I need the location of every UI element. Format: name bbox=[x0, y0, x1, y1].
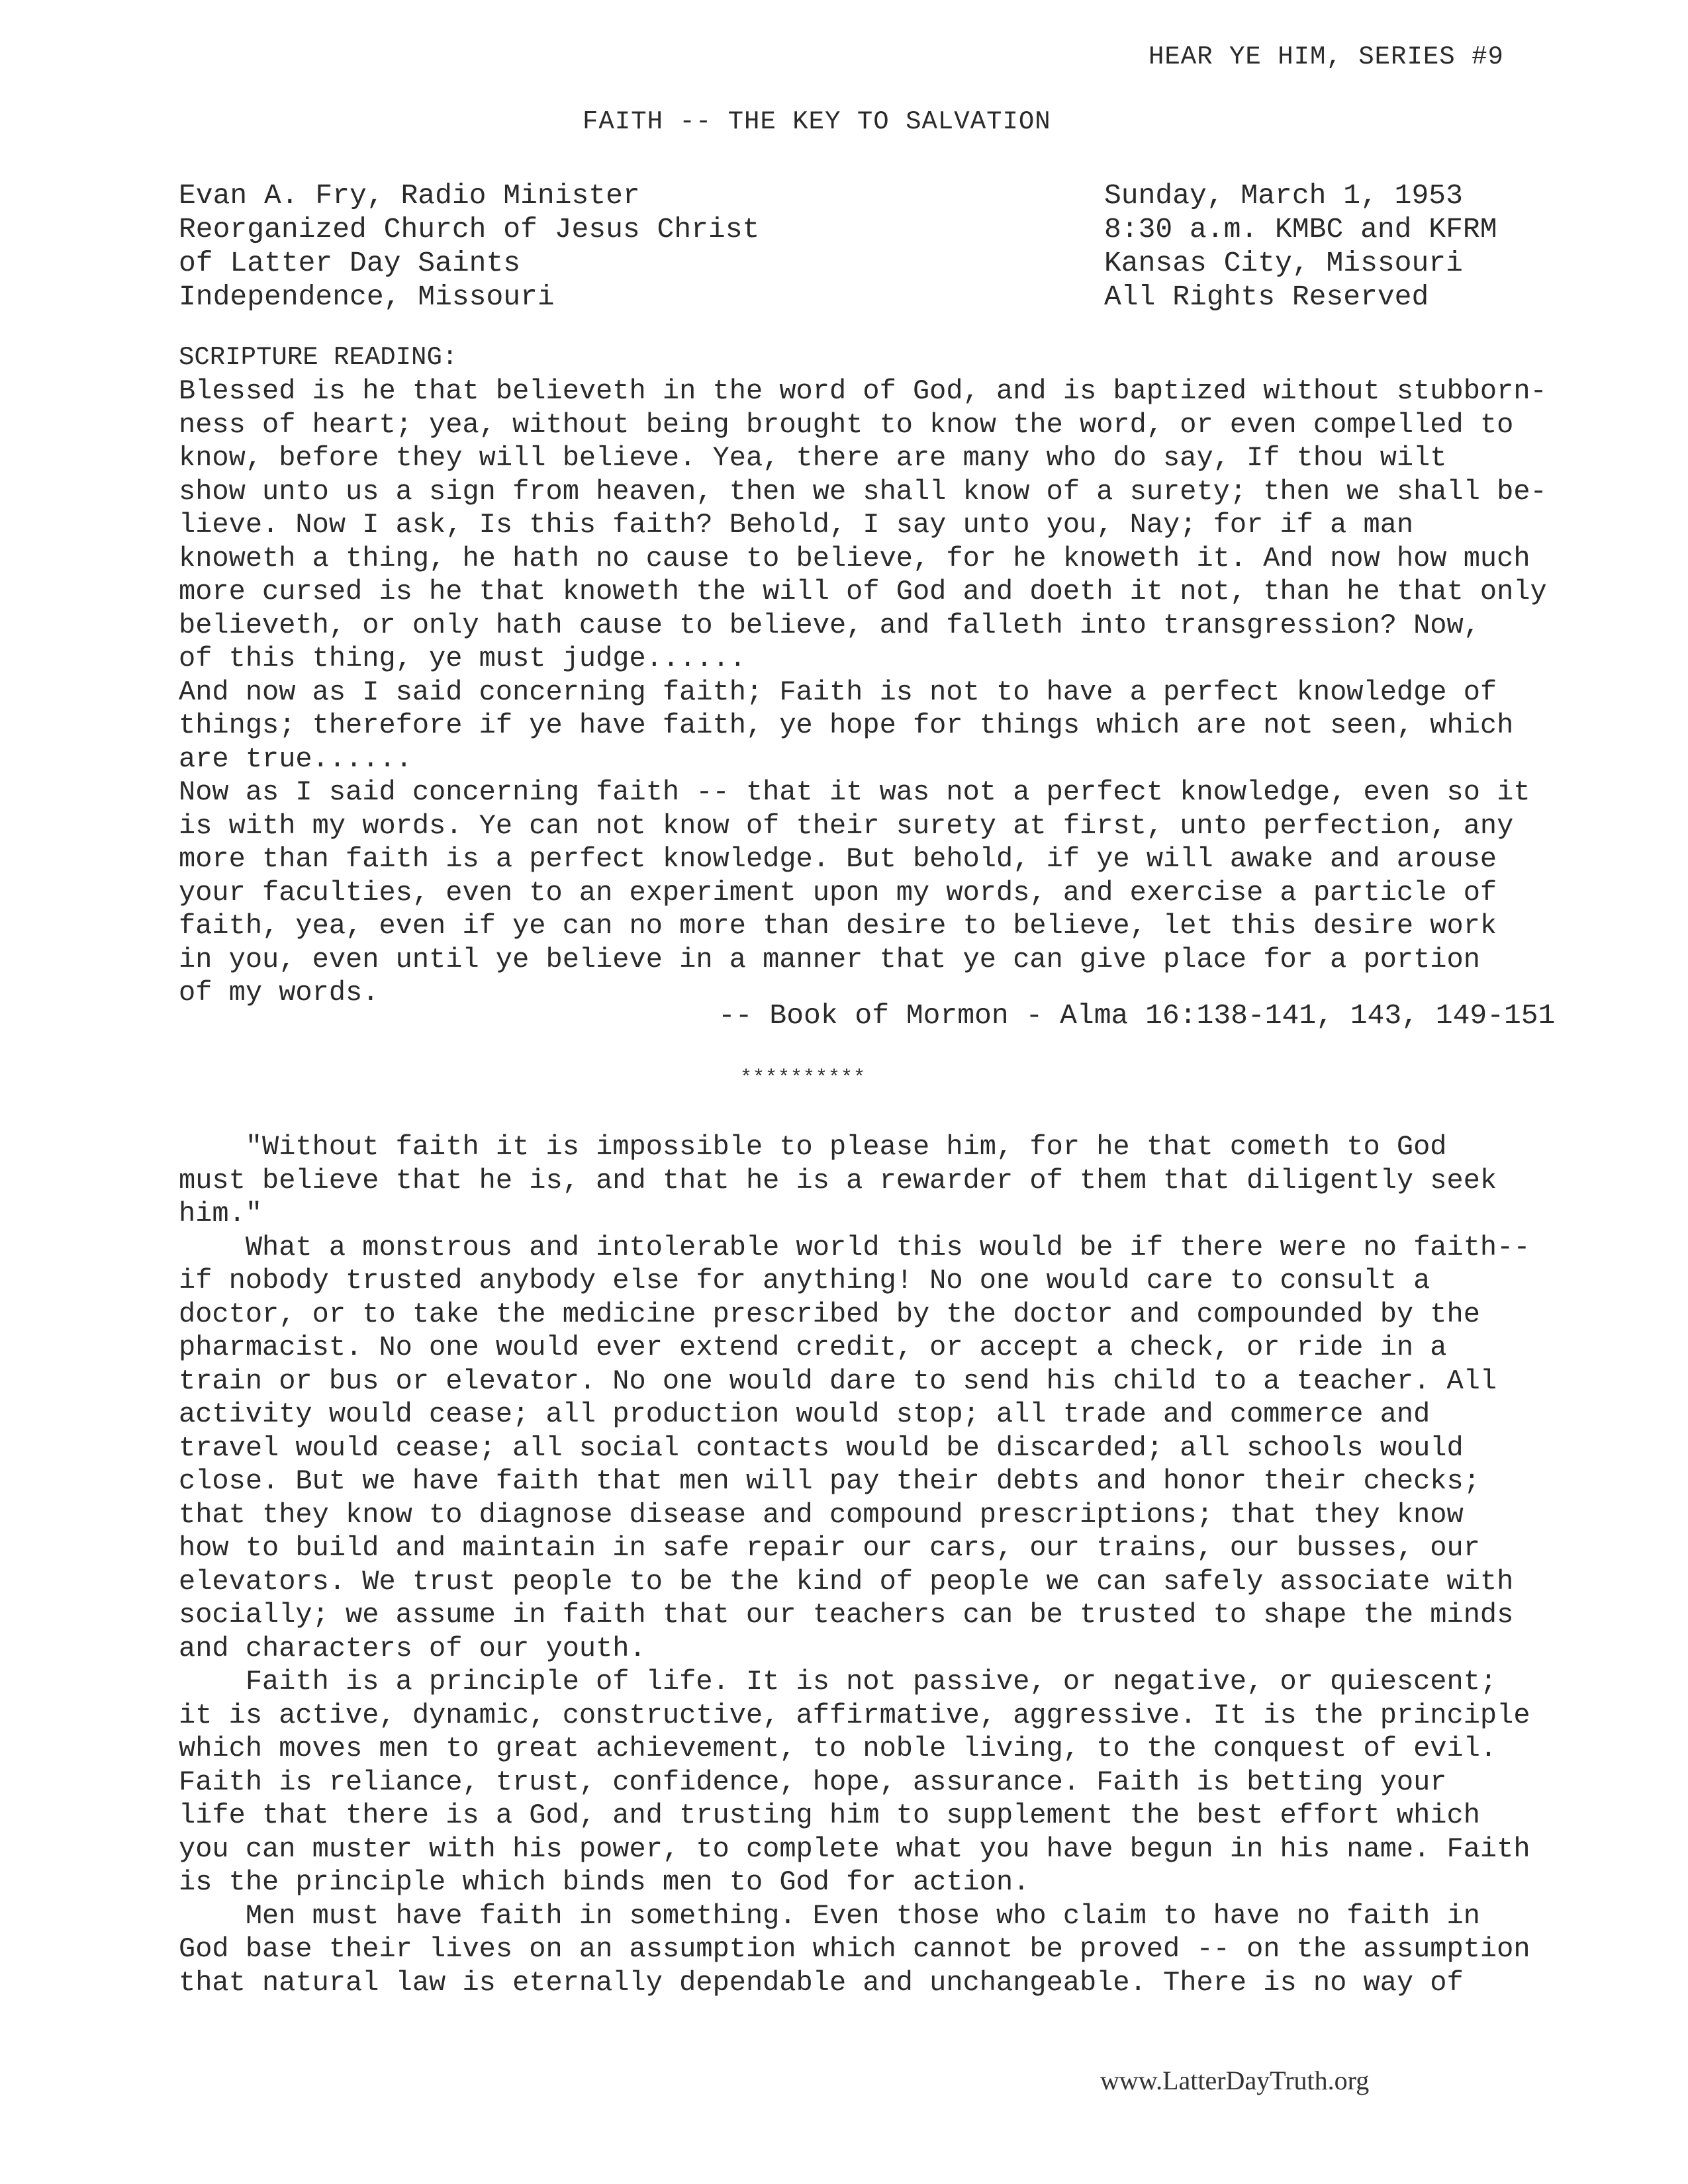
scripture-line: know, before they will believe. Yea, there are many who do say, If thou wilt bbox=[179, 442, 1447, 474]
body-line: that they know to diagnose disease and compound prescriptions; that they know bbox=[179, 1498, 1464, 1531]
section-separator: ********** bbox=[740, 1067, 867, 1089]
scripture-line: show unto us a sign from heaven, then we shall know of a surety; then we shall be- bbox=[179, 475, 1547, 508]
body-line: Men must have faith in something. Even those who claim to have no faith in bbox=[179, 1899, 1480, 1932]
body-line: socially; we assume in faith that our teachers can be trusted to shape the minds bbox=[179, 1599, 1514, 1631]
scripture-line: your faculties, even to an experiment upon my words, and exercise a particle of bbox=[179, 876, 1497, 909]
body-line: and characters of our youth. bbox=[179, 1632, 646, 1664]
scripture-line: lieve. Now I ask, Is this faith? Behold, I say unto you, Nay; for if a man bbox=[179, 509, 1414, 541]
body-line: close. But we have faith that men will pay their debts and honor their checks; bbox=[179, 1465, 1480, 1497]
body-line: pharmacist. No one would ever extend credit, or accept a check, or ride in a bbox=[179, 1332, 1447, 1363]
scripture-reading bbox=[179, 375, 1547, 1010]
scripture-line: Blessed is he that believeth in the word of God, and is baptized without stubborn- bbox=[179, 375, 1547, 407]
series-label: HEAR YE HIM, SERIES #9 bbox=[1149, 42, 1504, 71]
body-line: him." bbox=[179, 1198, 263, 1230]
scripture-line: more than faith is a perfect knowledge. But behold, if ye will awake and arouse bbox=[179, 843, 1497, 875]
body-line: you can muster with his power, to complete what you have begun in his name. Faith bbox=[179, 1833, 1530, 1865]
scripture-line: faith, yea, even if ye can no more than desire to believe, let this desire work bbox=[179, 910, 1497, 942]
body-line: life that there is a God, and trusting him to supplement the best effort which bbox=[179, 1799, 1480, 1831]
scripture-line: believeth, or only hath cause to believe, and falleth into transgression? Now, bbox=[179, 609, 1480, 641]
body-line: What a monstrous and intolerable world this would be if there were no faith-- bbox=[179, 1231, 1530, 1263]
scripture-line: And now as I said concerning faith; Faith is not to have a perfect knowledge of bbox=[179, 676, 1497, 708]
author-line: of Latter Day Saints bbox=[179, 247, 521, 279]
body-line: how to build and maintain in safe repair our cars, our trains, our busses, our bbox=[179, 1532, 1480, 1564]
scripture-citation: -- Book of Mormon - Alma 16:138-141, 143, 149-151 bbox=[718, 999, 1556, 1032]
author-line: Evan A. Fry, Radio Minister bbox=[179, 179, 640, 212]
broadcast-block bbox=[1104, 179, 1497, 314]
scripture-line: more cursed is he that knoweth the will of God and doeth it not, than he that only bbox=[179, 576, 1547, 608]
body-line: must believe that he is, and that he is a rewarder of them that diligently seek bbox=[179, 1164, 1497, 1197]
author-line: Independence, Missouri bbox=[179, 281, 555, 313]
body-line: that natural law is eternally dependable and unchangeable. There is no way of bbox=[179, 1966, 1464, 1999]
body-line: Faith is reliance, trust, confidence, hope, assurance. Faith is betting your bbox=[179, 1766, 1447, 1798]
body-line: activity would cease; all production would stop; all trade and commerce and bbox=[179, 1398, 1430, 1430]
body-line: which moves men to great achievement, to noble living, to the conquest of evil. bbox=[179, 1733, 1497, 1764]
broadcast-line: Sunday, March 1, 1953 bbox=[1104, 179, 1463, 212]
body-line: if nobody trusted anybody else for anything! No one would care to consult a bbox=[179, 1265, 1430, 1297]
body-line: "Without faith it is impossible to please him, for he that cometh to God bbox=[179, 1131, 1447, 1163]
scripture-line: is with my words. Ye can not know of their surety at first, unto perfection, any bbox=[179, 809, 1514, 842]
footer-url: www.LatterDayTruth.org bbox=[1100, 2066, 1370, 2095]
body-line: is the principle which binds men to God for action. bbox=[179, 1866, 1030, 1898]
scripture-line: ness of heart; yea, without being brought to know the word, or even compelled to bbox=[179, 408, 1514, 441]
body-line: travel would cease; all social contacts would be discarded; all schools would bbox=[179, 1432, 1464, 1464]
broadcast-line: All Rights Reserved bbox=[1104, 281, 1429, 313]
author-line: Reorganized Church of Jesus Christ bbox=[179, 213, 760, 246]
sermon-title: FAITH -- THE KEY TO SALVATION bbox=[583, 107, 1051, 136]
body-line: it is active, dynamic, constructive, affirmative, aggressive. It is the principle bbox=[179, 1699, 1530, 1731]
author-block bbox=[179, 179, 759, 314]
sermon-body bbox=[179, 1130, 1529, 1999]
scripture-line: are true...... bbox=[179, 743, 412, 775]
scripture-line: knoweth a thing, he hath no cause to believe, for he knoweth it. And now how much bbox=[179, 542, 1530, 574]
broadcast-line: 8:30 a.m. KMBC and KFRM bbox=[1104, 213, 1497, 246]
scripture-line: in you, even until ye believe in a manner that ye can give place for a portion bbox=[179, 943, 1480, 976]
scripture-line: of my words. bbox=[179, 977, 379, 1009]
body-line: God base their lives on an assumption which cannot be proved -- on the assumption bbox=[179, 1933, 1530, 1965]
scripture-line: of this thing, ye must judge...... bbox=[179, 643, 746, 674]
body-line: doctor, or to take the medicine prescribed by the doctor and compounded by the bbox=[179, 1298, 1480, 1330]
body-line: elevators. We trust people to be the kind of people we can safely associate with bbox=[179, 1565, 1514, 1598]
broadcast-line: Kansas City, Missouri bbox=[1104, 247, 1463, 279]
body-line: Faith is a principle of life. It is not passive, or negative, or quiescent; bbox=[179, 1666, 1497, 1698]
body-line: train or bus or elevator. No one would dare to send his child to a teacher. All bbox=[179, 1365, 1497, 1397]
scripture-line: things; therefore if ye have faith, ye hope for things which are not seen, which bbox=[179, 709, 1514, 741]
scripture-line: Now as I said concerning faith -- that it was not a perfect knowledge, even so it bbox=[179, 776, 1530, 808]
scripture-heading: SCRIPTURE READING: bbox=[179, 343, 458, 372]
